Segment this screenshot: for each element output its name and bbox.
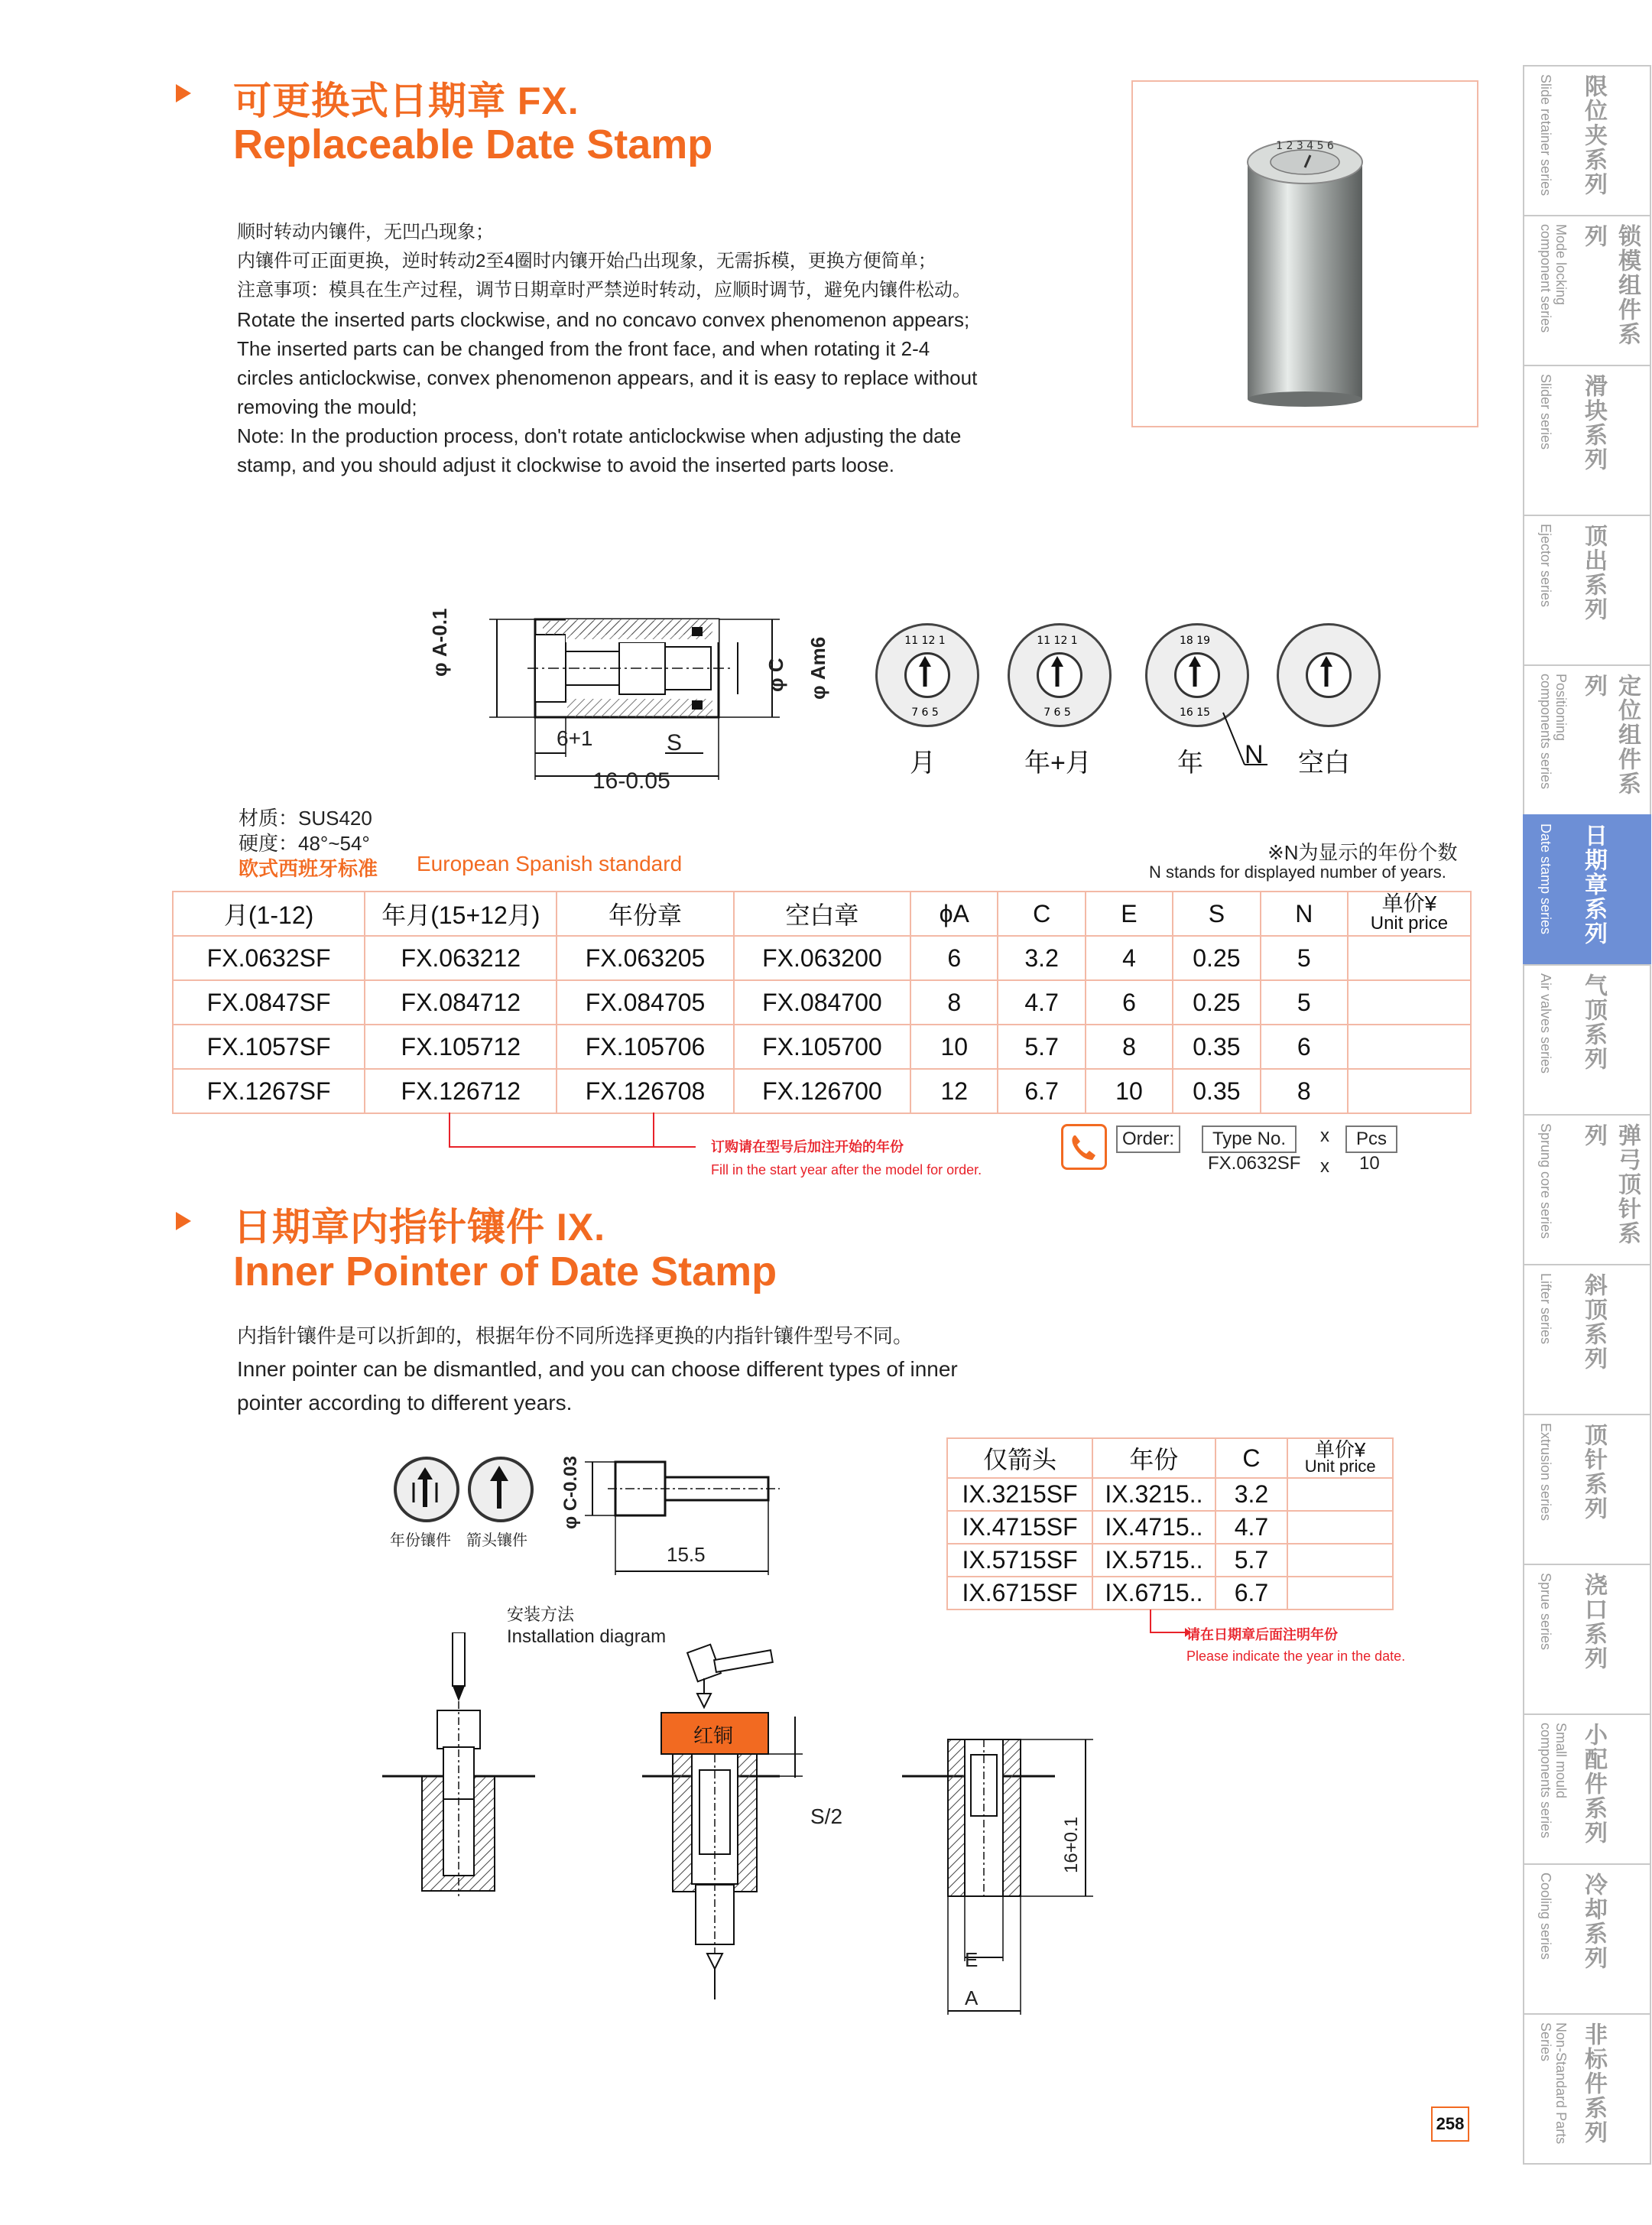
cell: 5 — [1261, 936, 1348, 980]
svg-text:18 19: 18 19 — [1179, 635, 1211, 647]
col-header: 仅箭头 — [947, 1438, 1092, 1478]
sidebar-item-label: 非标件系列 — [1581, 2022, 1606, 2145]
sidebar-item-sublabel: Lifter series — [1538, 1273, 1553, 1345]
cell: 6.7 — [1215, 1577, 1288, 1609]
cell: IX.5715SF — [947, 1544, 1092, 1577]
install-title-en: Installation diagram — [507, 1626, 667, 1647]
sidebar-item-mode-locking[interactable] — [1523, 215, 1651, 366]
sidebar-item-sublabel: Air valves series — [1538, 973, 1553, 1074]
sidebar-item-sublabel: Cooling series — [1538, 1873, 1553, 1960]
dim-16: 16-0.05 — [592, 768, 670, 794]
sidebar-item-label: 限位夹系列 — [1581, 74, 1606, 197]
cell — [1287, 1577, 1393, 1609]
material-text: 材质：SUS420 — [239, 807, 372, 830]
col-header: S — [1173, 892, 1261, 936]
cell: 0.25 — [1173, 980, 1261, 1025]
arrow-pointer-icon — [468, 1457, 534, 1522]
cell: 4 — [1086, 936, 1173, 980]
cell: 0.25 — [1173, 936, 1261, 980]
dim-e: E — [965, 1948, 979, 1971]
installation-diagram — [367, 1632, 1116, 2038]
cell: 3.2 — [1215, 1478, 1288, 1511]
sidebar-item-label: 冷却系列 — [1581, 1873, 1606, 1970]
product-photo-frame — [1131, 80, 1478, 427]
cell: IX.4715SF — [947, 1511, 1092, 1544]
cell: IX.3215SF — [947, 1478, 1092, 1511]
cell: FX.105712 — [365, 1025, 557, 1069]
sidebar-item-label: 浇口系列 — [1581, 1573, 1606, 1671]
pointer-label-arrow: 箭头镶件 — [466, 1532, 527, 1549]
cell: FX.126700 — [734, 1069, 910, 1113]
desc-line: stamp, and you should adjust it clockwise to avoid the inserted parts loose. — [237, 453, 894, 476]
year-pointer-icon — [394, 1457, 459, 1522]
n-note-cn: ※N为显示的年份个数 — [1267, 841, 1458, 864]
desc-line: 内镶件可正面更换，逆时转动2至4圈时内镶开始凸出现象，无需拆模，更换方便简单； — [237, 251, 936, 271]
svg-text:11 12 1: 11 12 1 — [1037, 635, 1078, 647]
cell: FX.1057SF — [173, 1025, 365, 1069]
cell — [1348, 1069, 1471, 1113]
sidebar-item-sublabel: Slide retainer series — [1538, 74, 1553, 197]
cell: FX.0847SF — [173, 980, 365, 1025]
cell — [1348, 1025, 1471, 1069]
dim-s: S — [667, 730, 683, 755]
dim-a: A — [965, 1986, 979, 2009]
dim-c-pointer: φ C-0.03 — [560, 1456, 581, 1529]
standard-cn: 欧式西班牙标准 — [239, 857, 378, 880]
cell: FX.1267SF — [173, 1069, 365, 1113]
section2-description — [237, 1319, 1078, 1420]
cell: FX.126712 — [365, 1069, 557, 1113]
sidebar-item-date-stamp[interactable] — [1523, 814, 1651, 966]
cell: IX.6715.. — [1092, 1577, 1215, 1609]
sidebar-item-positioning[interactable] — [1523, 664, 1651, 816]
pcs-label: Pcs — [1345, 1125, 1397, 1153]
sidebar-item-cooling[interactable] — [1523, 1863, 1651, 2015]
cell — [1287, 1511, 1393, 1544]
sidebar-item-label: 顶出系列 — [1581, 524, 1606, 622]
dim-phi-a: φ A-0.1 — [428, 608, 451, 677]
order-x1: x — [1320, 1125, 1329, 1146]
cell: FX.105706 — [557, 1025, 733, 1069]
table-row — [173, 980, 1471, 1025]
cell: 10 — [910, 1025, 998, 1069]
sidebar-item-sublabel: Ejector series — [1538, 524, 1553, 608]
col-header: N — [1261, 892, 1348, 936]
svg-text:1 2 3 4 5 6: 1 2 3 4 5 6 — [1276, 140, 1334, 152]
cell — [1287, 1478, 1393, 1511]
table-row — [173, 1025, 1471, 1069]
cell: FX.063212 — [365, 936, 557, 980]
cell: 0.35 — [1173, 1025, 1261, 1069]
sidebar-item-air-valves[interactable] — [1523, 964, 1651, 1116]
section1-description — [237, 218, 1078, 479]
price-cn: 单价¥ — [1314, 1438, 1366, 1461]
sidebar-item-label: 斜顶系列 — [1581, 1273, 1606, 1371]
order-note-en: Fill in the start year after the model for order. — [711, 1162, 982, 1177]
sidebar-item-sublabel: Extrusion series — [1538, 1423, 1553, 1522]
col-header: 年份章 — [557, 892, 733, 936]
sidebar-item-extrusion[interactable] — [1523, 1414, 1651, 1565]
hardness-text: 硬度：48°~54° — [239, 832, 370, 855]
blank-dial-icon — [1277, 623, 1381, 727]
order-label: Order: — [1116, 1125, 1180, 1153]
cell: 10 — [1086, 1069, 1173, 1113]
table-row — [947, 1577, 1393, 1609]
cell: FX.126708 — [557, 1069, 733, 1113]
table-row — [947, 1478, 1393, 1511]
table-row — [947, 1511, 1393, 1544]
sidebar-item-non-standard[interactable] — [1523, 2013, 1651, 2165]
cell — [1348, 936, 1471, 980]
pointer-label-year: 年份镶件 — [390, 1532, 451, 1549]
col-header: 月(1-12) — [173, 892, 365, 936]
desc-line: circles anticlockwise, convex phenomenon appears, and it is easy to replace without — [237, 366, 978, 389]
sidebar-item-sublabel: Mode locking component series — [1538, 224, 1569, 333]
sidebar-item-sublabel: Positioning components series — [1538, 674, 1569, 790]
cell: IX.4715.. — [1092, 1511, 1215, 1544]
year-note-bracket — [1147, 1609, 1193, 1640]
price-cn: 单价¥ — [1381, 892, 1437, 915]
order-pcs-value: 10 — [1359, 1153, 1380, 1174]
price-en: Unit price — [1370, 913, 1449, 934]
date-stamp-photo — [1133, 82, 1477, 426]
dial-label-year-month: 年+月 — [1024, 749, 1092, 778]
cell: FX.063200 — [734, 936, 910, 980]
sidebar-item-sublabel: Date stamp series — [1538, 823, 1553, 935]
cell: 3.2 — [998, 936, 1085, 980]
table-row — [947, 1544, 1393, 1577]
sidebar-item-label: 顶针系列 — [1581, 1423, 1606, 1521]
cell: FX.084705 — [557, 980, 733, 1025]
sidebar-item-sublabel: Sprue series — [1538, 1573, 1553, 1651]
price-en: Unit price — [1304, 1457, 1376, 1476]
ix-spec-table — [946, 1437, 1394, 1610]
col-header: 年月(15+12月) — [365, 892, 557, 936]
section1-title-en: Replaceable Date Stamp — [233, 122, 713, 167]
col-header: 年份 — [1092, 1438, 1215, 1478]
dim-155: 15.5 — [667, 1543, 706, 1566]
sidebar-item-small-components[interactable] — [1523, 1713, 1651, 1865]
cell: 4.7 — [998, 980, 1085, 1025]
desc-line: 内指针镶件是可以折卸的，根据年份不同所选择更换的内指针镶件型号不同。 — [237, 1324, 914, 1347]
desc-line: The inserted parts can be changed from the front face, and when rotating it 2-4 — [237, 337, 930, 360]
svg-text:7 6 5: 7 6 5 — [911, 706, 939, 719]
n-leader-line — [1222, 711, 1267, 772]
cell: FX.0632SF — [173, 936, 365, 980]
col-header: ϕA — [910, 892, 998, 936]
cell: FX.084700 — [734, 980, 910, 1025]
cell: 5.7 — [998, 1025, 1085, 1069]
cell: 4.7 — [1215, 1511, 1288, 1544]
sidebar-item-sprung-core[interactable] — [1523, 1114, 1651, 1265]
order-x2: x — [1320, 1156, 1329, 1177]
desc-line: removing the mould; — [237, 395, 417, 418]
cell: IX.3215.. — [1092, 1478, 1215, 1511]
sidebar-item-label: 小配件系列 — [1581, 1723, 1606, 1845]
phone-icon — [1061, 1124, 1107, 1170]
cell: IX.6715SF — [947, 1577, 1092, 1609]
order-type-value: FX.0632SF — [1208, 1153, 1301, 1174]
fx-spec-table — [172, 891, 1472, 1114]
cell: 8 — [1086, 1025, 1173, 1069]
cell: 6.7 — [998, 1069, 1085, 1113]
dim-16-b: 16+0.1 — [1061, 1816, 1082, 1873]
sidebar-item-label: 滑块系列 — [1581, 374, 1606, 472]
cell: 8 — [910, 980, 998, 1025]
table-row — [173, 936, 1471, 980]
svg-text:7 6 5: 7 6 5 — [1043, 706, 1071, 719]
dial-label-month: 月 — [910, 749, 936, 778]
sidebar-item-sublabel: Non-Standard Parts Series — [1538, 2022, 1569, 2145]
cell: 5.7 — [1215, 1544, 1288, 1577]
cell: 8 — [1261, 1069, 1348, 1113]
dial-label-year: 年 — [1177, 749, 1203, 778]
table-row — [173, 1069, 1471, 1113]
col-header: 空白章 — [734, 892, 910, 936]
dim-phi-am6: φ Am6 — [807, 636, 829, 700]
sidebar-item-label: 日期章系列 — [1581, 823, 1606, 946]
order-note-cn: 订购请在型号后加注开始的年份 — [711, 1139, 904, 1155]
section1-title-cn: 可更换式日期章 FX. — [233, 80, 579, 122]
sidebar-item-sublabel: Sprung core series — [1538, 1123, 1553, 1239]
year-note-en: Please indicate the year in the date. — [1186, 1648, 1406, 1664]
desc-line: 注意事项：模具在生产过程，调节日期章时严禁逆时转动，应顺时调节，避免内镶件松动。 — [237, 280, 971, 300]
cell — [1287, 1544, 1393, 1577]
section-marker-icon — [176, 84, 191, 102]
sidebar-item-sublabel: Small mould components series — [1538, 1723, 1569, 1839]
dial-label-n: N — [1245, 740, 1264, 769]
cell: IX.5715.. — [1092, 1544, 1215, 1577]
col-header: C — [1215, 1438, 1288, 1478]
col-header-price — [1287, 1438, 1393, 1478]
install-title-cn: 安装方法 — [507, 1605, 575, 1624]
dim-phi-c: φ C — [764, 658, 787, 692]
desc-line: Rotate the inserted parts clockwise, and no concavo convex phenomenon appears; — [237, 308, 970, 331]
standard-en: European Spanish standard — [417, 852, 683, 875]
cell: 12 — [910, 1069, 998, 1113]
dim-6: 6+1 — [557, 726, 593, 750]
dim-s-half: S/2 — [810, 1804, 843, 1828]
order-bracket — [443, 1112, 703, 1166]
sidebar-item-label: 弹弓顶针系列 — [1581, 1123, 1640, 1246]
col-header: C — [998, 892, 1085, 936]
cell: 6 — [1086, 980, 1173, 1025]
copper-label: 红铜 — [693, 1724, 734, 1747]
section-marker-icon — [176, 1212, 191, 1230]
col-header: E — [1086, 892, 1173, 936]
section2-title-cn: 日期章内指针镶件 IX. — [233, 1206, 606, 1249]
sidebar-item-slide-retainer[interactable] — [1523, 65, 1651, 216]
col-header-price — [1348, 892, 1471, 936]
cell: FX.063205 — [557, 936, 733, 980]
desc-line: 顺时转动内镶件，无凹凸现象； — [237, 222, 494, 242]
type-no-label: Type No. — [1202, 1125, 1297, 1153]
sidebar-item-label: 定位组件系列 — [1581, 674, 1640, 796]
section2-title-en: Inner Pointer of Date Stamp — [233, 1249, 777, 1294]
month-dial-icon — [875, 623, 979, 727]
cell: 0.35 — [1173, 1069, 1261, 1113]
dial-label-blank: 空白 — [1298, 749, 1350, 778]
sidebar-item-slider[interactable] — [1523, 365, 1651, 516]
sidebar-item-sublabel: Slider series — [1538, 374, 1553, 450]
sidebar-item-label: 锁模组件系列 — [1581, 224, 1640, 346]
sidebar-item-ejector[interactable] — [1523, 515, 1651, 666]
cell — [1348, 980, 1471, 1025]
desc-line: pointer according to different years. — [237, 1391, 573, 1415]
year-note-cn: 请在日期章后面注明年份 — [1186, 1627, 1338, 1642]
year-month-dial-icon — [1008, 623, 1112, 727]
cell: 6 — [1261, 1025, 1348, 1069]
svg-text:16 15: 16 15 — [1179, 706, 1211, 719]
svg-text:11 12 1: 11 12 1 — [904, 635, 946, 647]
cell: FX.105700 — [734, 1025, 910, 1069]
sidebar-item-sprue[interactable] — [1523, 1564, 1651, 1715]
page-number: 258 — [1431, 2106, 1469, 2142]
sidebar-item-lifter[interactable] — [1523, 1264, 1651, 1415]
cell: 6 — [910, 936, 998, 980]
cell: FX.084712 — [365, 980, 557, 1025]
desc-line: Note: In the production process, don't rotate anticlockwise when adjusting the date — [237, 424, 962, 447]
desc-line: Inner pointer can be dismantled, and you can choose different types of inner — [237, 1357, 958, 1381]
cell: 5 — [1261, 980, 1348, 1025]
sidebar-item-label: 气顶系列 — [1581, 973, 1606, 1071]
n-note-en: N stands for displayed number of years. — [1149, 862, 1446, 882]
